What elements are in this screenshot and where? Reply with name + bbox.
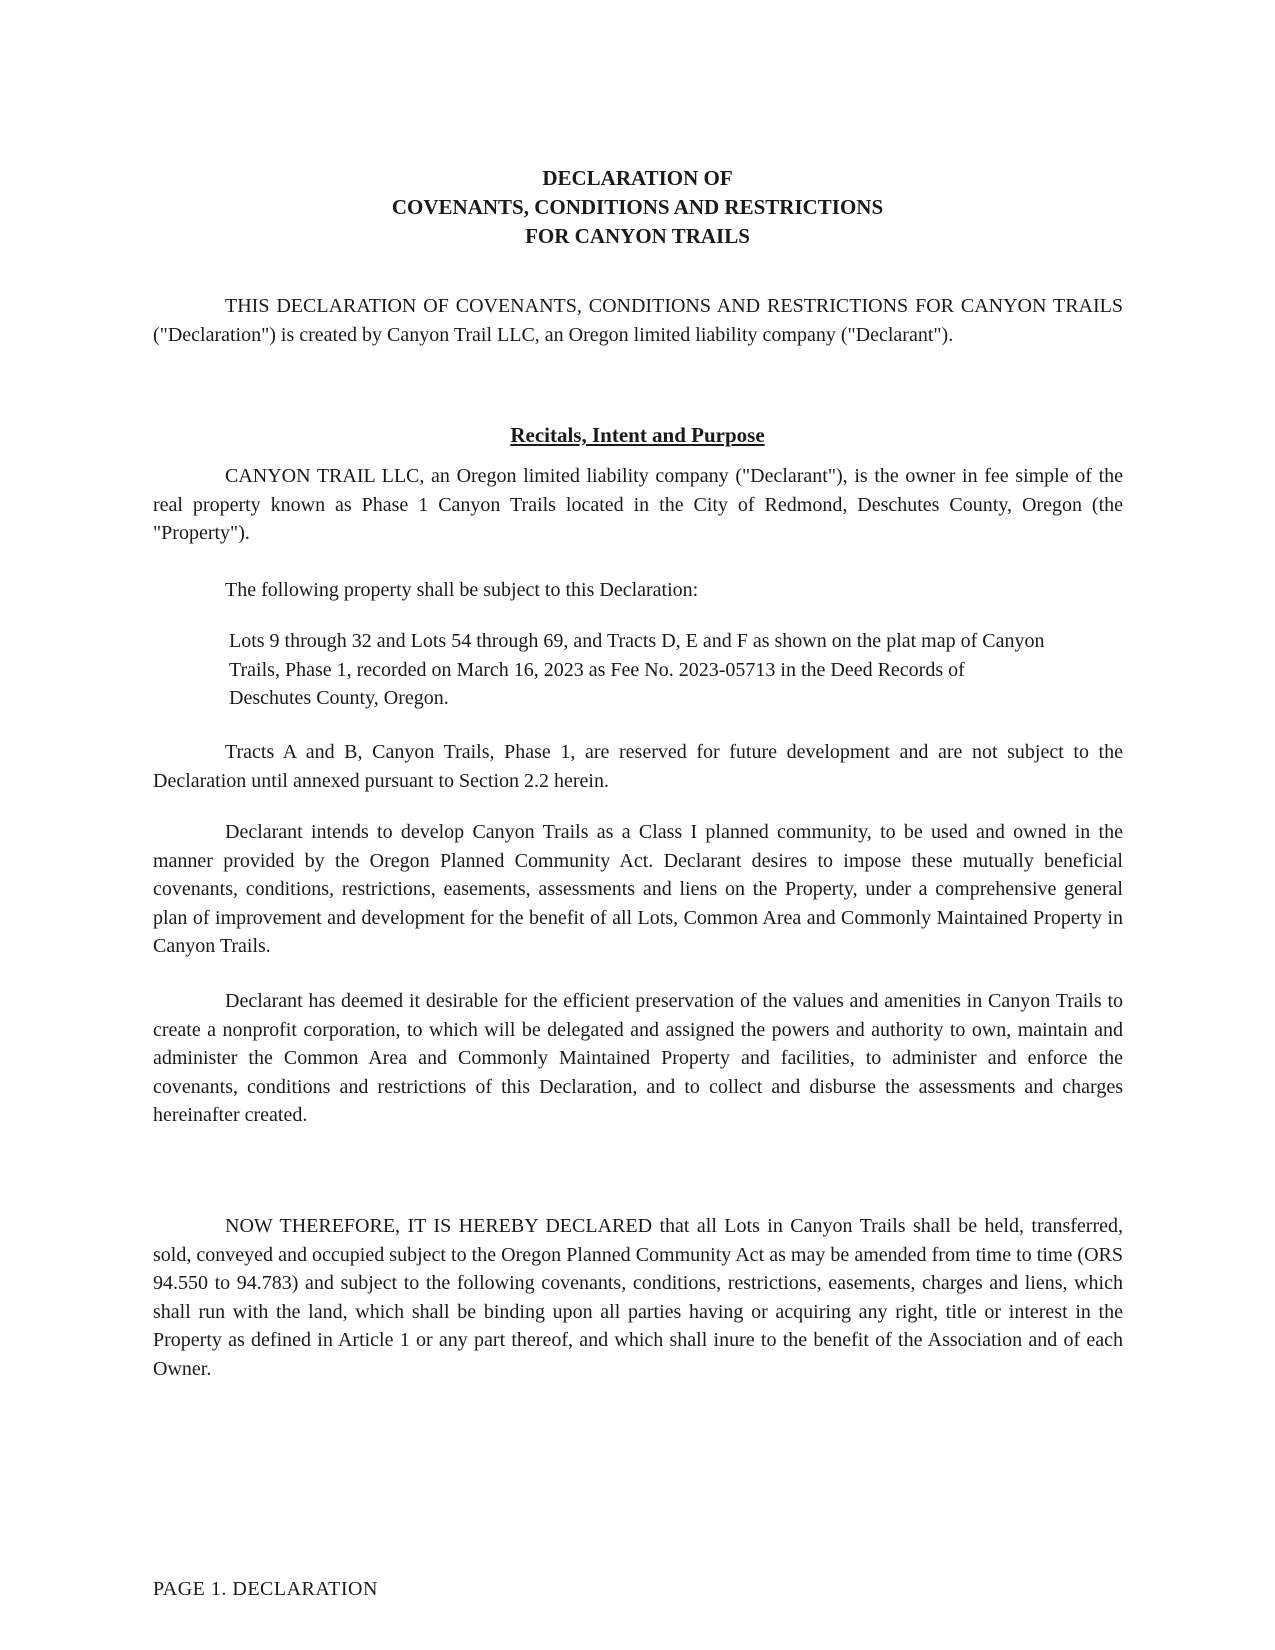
intro-paragraph: THIS DECLARATION OF COVENANTS, CONDITIONS AND RESTRICTIONS FOR CANYON TRAILS ("Declaration") is created by Canyon Trail LLC, an Oregon limited liability company ("Declarant"). [153,295,1123,346]
recital-owner-paragraph: CANYON TRAIL LLC, an Oregon limited liability company ("Declarant"), is the owner in fee simple of the real property known as Phase 1 Canyon Trails located in the City of Redmond, Deschutes County, Oregon (the "Property"). [153,465,1123,544]
property-subject-intro: The following property shall be subject to this Declaration: [225,579,699,601]
title-line-1: DECLARATION OF [542,166,733,190]
declarant-intent-paragraph: Declarant intends to develop Canyon Trails as a Class I planned community, to be used and owned in the manner provided by the Oregon Planned Community Act. Declarant desires to impose these mutually beneficial covenants, conditions, restrictions, easements, assessments and liens on the Property, under a comprehensive general plan of improvement and development for the benefit of all Lots, Common Area and Commonly Maintained Property in Canyon Trails. [153,821,1123,957]
declarant-corporation-paragraph: Declarant has deemed it desirable for the efficient preservation of the values and amenities in Canyon Trails to create a nonprofit corporation, to which will be delegated and assigned the powers and authority to own, maintain and administer the Common Area and Commonly Maintained Property and facilities, to administer and enforce the covenants, conditions and restrictions of this Declaration, and to collect and disburse the assessments and charges hereinafter created. [153,990,1123,1126]
page-footer: PAGE 1. DECLARATION [153,1578,378,1600]
title-line-2: COVENANTS, CONDITIONS AND RESTRICTIONS [391,195,884,219]
now-therefore-paragraph: NOW THEREFORE, IT IS HEREBY DECLARED that all Lots in Canyon Trails shall be held, transferred, sold, conveyed and occupied subject to the Oregon Planned Community Act as may be amended from time to time (ORS 94.550 to 94.783) and subject to the following covenants, conditions, restrictions, easements, charges and liens, which shall run with the land, which shall be binding upon all parties having or acquiring any right, title or interest in the Property as defined in Article 1 or any part thereof, and which shall inure to the benefit of the Association and of each Owner. [153,1215,1123,1380]
section-heading: Recitals, Intent and Purpose [510,423,765,447]
document-title [0,164,1275,251]
property-description: Lots 9 through 32 and Lots 54 through 69, and Tracts D, E and F as shown on the plat map of Canyon Trails, Phase 1, recorded on March 16, 2023 as Fee No. 2023-05713 in the Deed Records of Deschutes County, Oregon. [229,630,1045,709]
title-line-3: FOR CANYON TRAILS [525,224,750,248]
tracts-reserved-paragraph: Tracts A and B, Canyon Trails, Phase 1, are reserved for future development and are not subject to the Declaration until annexed pursuant to Section 2.2 herein. [153,741,1123,792]
